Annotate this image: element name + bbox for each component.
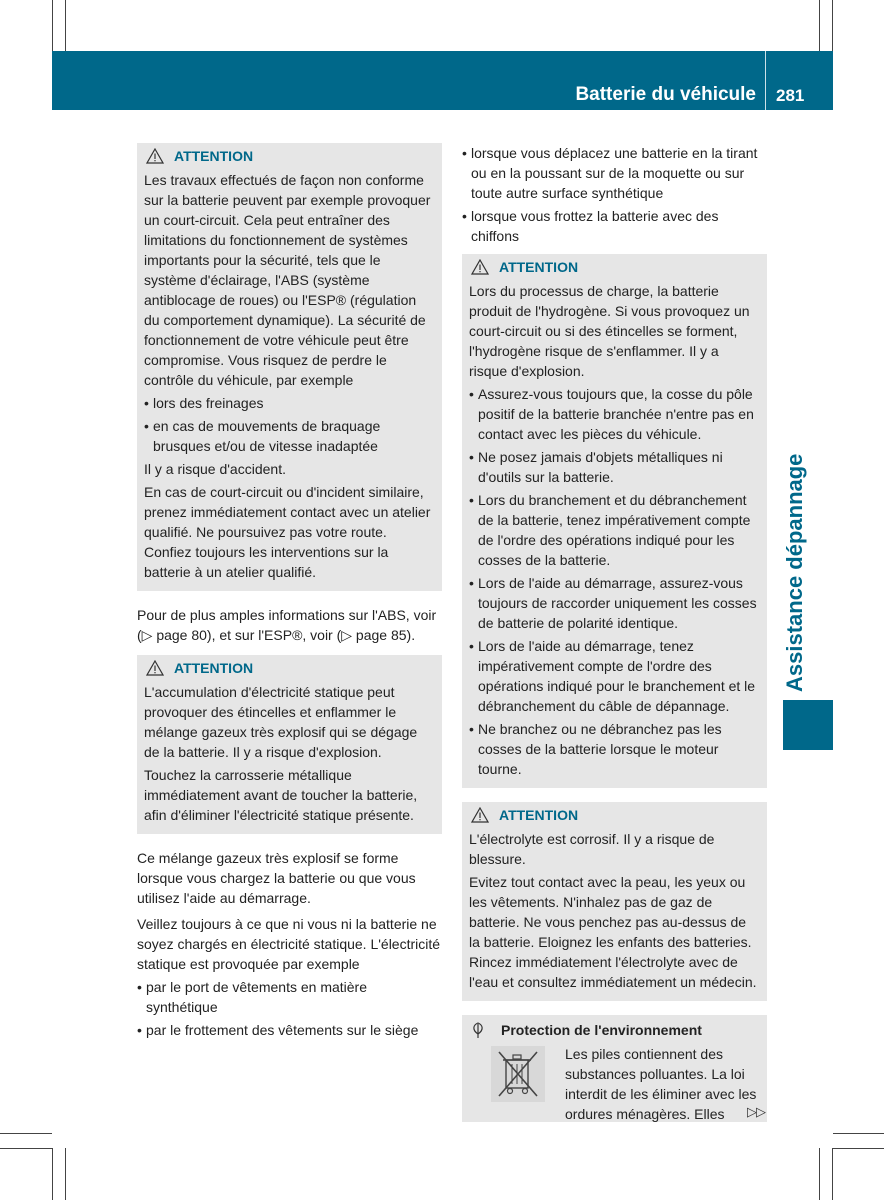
warning-text: Evitez tout contact avec la peau, les yeux ou les vêtements. N'inhalez pas de gaz de batterie. Ne vous penchez pas au-dessus de la batterie. Eloignez les enfants des batteries. Rincez immédiatement l'électrolyte avec de l'eau et consultez immédiatement un médecin.	[469, 874, 757, 990]
crop-mark	[65, 0, 66, 51]
crop-mark	[833, 1148, 884, 1149]
crop-mark	[819, 0, 820, 51]
crop-mark	[833, 1133, 884, 1134]
warning-title	[144, 658, 435, 678]
environment-note-title	[469, 1020, 760, 1040]
body-paragraph: Ce mélange gazeux très explosif se forme lorsque vous chargez la batterie ou que vous utilisez l'aide au démarrage.	[137, 850, 416, 906]
warning-text: L'électrolyte est corrosif. Il y a risque de blessure.	[469, 831, 715, 867]
list-item: • en cas de mouvements de braquage brusques et/ou de vitesse inadaptée	[144, 416, 435, 456]
list-item: • par le port de vêtements en matière synthétique	[137, 977, 442, 1017]
warning-triangle-icon	[471, 259, 489, 275]
body-paragraph: Veillez toujours à ce que ni vous ni la batterie ne soyez chargés en électricité statique. L'électricité statique est provoquée par exemple	[137, 916, 441, 972]
section-tab-marker	[783, 700, 833, 750]
warning-box	[137, 143, 442, 591]
list-item: • Lors du branchement et du débranchement de la batterie, tenez impérativement compte de l'ordre des opérations indiqué pour les cosses de la batterie.	[469, 490, 760, 570]
list-item: • Lors de l'aide au démarrage, tenez impérativement compte de l'ordre des opérations indiqué pour le branchement et le débranchement du câble de dépannage.	[469, 636, 760, 716]
list-item: • Ne branchez ou ne débranchez pas les cosses de la batterie lorsque le moteur tourne.	[469, 719, 760, 779]
warning-bullet-list	[469, 384, 760, 779]
header-divider	[765, 51, 766, 110]
warning-box	[137, 655, 442, 834]
left-column	[137, 143, 442, 1043]
warning-text: L'accumulation d'électricité statique peut provoquer des étincelles et enflammer le mélange gazeux très explosif qui se dégage de la batterie. Il y a risque d'explosion.	[144, 684, 418, 760]
environment-note-body	[469, 1044, 760, 1124]
warning-title-text: ATTENTION	[499, 807, 579, 823]
info-paragraph: Pour de plus amples informations sur l'ABS, voir (▷ page 80), et sur l'ESP®, voir (▷ page 85).	[137, 607, 437, 643]
warning-text: Touchez la carrosserie métallique immédiatement avant de toucher la batterie, afin d'éliminer l'électricité statique présente.	[144, 767, 418, 823]
warning-title	[144, 146, 435, 166]
right-column	[462, 143, 767, 1122]
warning-text: Lors du processus de charge, la batterie produit de l'hydrogène. Si vous provoquez un court-circuit ou si des étincelles se forment, l'hydrogène risque de s'enflammer. Il y a risque d'explosion.	[469, 283, 750, 379]
continue-marker: ▷▷	[747, 1104, 765, 1119]
page-number: 281	[776, 86, 805, 105]
warning-triangle-icon	[146, 148, 164, 164]
crop-mark	[832, 1148, 833, 1200]
warning-title-text: ATTENTION	[174, 148, 254, 164]
bullet-list	[462, 143, 767, 246]
environment-note-text: Les piles contiennent des substances polluantes. La loi interdit de les éliminer avec les ordures ménagères. Elles	[565, 1046, 757, 1122]
page-title: Batterie du véhicule	[575, 84, 756, 105]
leaf-icon	[469, 1021, 487, 1039]
warning-text: Il y a risque d'accident.	[144, 461, 286, 477]
crop-mark	[819, 1148, 820, 1200]
list-item: • lorsque vous déplacez une batterie en la tirant ou en la poussant sur de la moquette ou sur toute autre surface synthétique	[462, 143, 767, 203]
warning-title	[469, 805, 760, 825]
list-item: • Assurez-vous toujours que, la cosse du pôle positif de la batterie branchée n'entre pas en contact avec les pièces du véhicule.	[469, 384, 760, 444]
crossed-out-bin-icon	[491, 1046, 545, 1102]
warning-text: En cas de court-circuit ou d'incident similaire, prenez immédiatement contact avec un atelier qualifié. Ne poursuivez pas votre route. Confiez toujours les interventions sur la batterie à un atelier qualifié.	[144, 484, 431, 580]
bullet-list	[137, 977, 442, 1040]
crop-mark	[65, 1148, 66, 1200]
list-item: • lorsque vous frottez la batterie avec des chiffons	[462, 206, 767, 246]
crop-mark	[832, 0, 833, 51]
section-tab-label: Assistance dépannage	[782, 453, 807, 692]
warning-box	[462, 802, 767, 1001]
warning-bullet-list	[144, 393, 435, 456]
crop-mark	[52, 0, 53, 51]
warning-title	[469, 257, 760, 277]
warning-title-text: ATTENTION	[174, 660, 254, 676]
warning-title-text: ATTENTION	[499, 259, 579, 275]
warning-triangle-icon	[471, 807, 489, 823]
warning-text: Les travaux effectués de façon non conforme sur la batterie peuvent par exemple provoquer un court-circuit. Cela peut entraîner des limitations du fonctionnement de systèmes importants pour la sécurité, tels que le système d'éclairage, l'ABS (système antiblocage de roues) ou l'ESP® (régulation du comportement dynamique). La sécurité de fonctionnement de votre véhicule peut être compromise. Vous risquez de perdre le contrôle du véhicule, par exemple	[144, 172, 431, 388]
warning-box	[462, 254, 767, 788]
list-item: • Lors de l'aide au démarrage, assurez-vous toujours de raccorder uniquement les cosses de batterie de polarité identique.	[469, 573, 760, 633]
crop-mark	[0, 1133, 52, 1134]
environment-note-title-text: Protection de l'environnement	[501, 1022, 702, 1038]
list-item: • Ne posez jamais d'objets métalliques ni d'outils sur la batterie.	[469, 447, 760, 487]
list-item: • lors des freinages	[144, 393, 435, 413]
crop-mark	[0, 1148, 52, 1149]
list-item: • par le frottement des vêtements sur le siège	[137, 1020, 442, 1040]
environment-note-box	[462, 1015, 767, 1122]
warning-triangle-icon	[146, 660, 164, 676]
crop-mark	[52, 1148, 53, 1200]
